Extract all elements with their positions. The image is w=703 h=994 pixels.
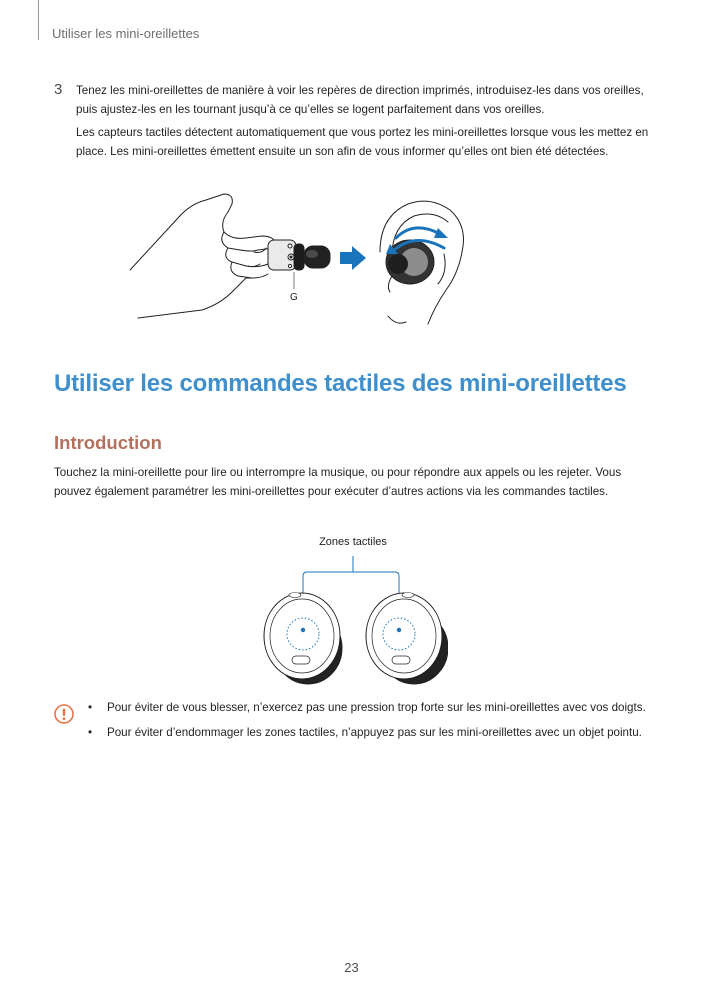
step-body [76,81,654,161]
touch-zones-illustration [258,550,448,690]
step-number: 3 [54,81,63,98]
left-earbud [264,593,342,685]
section-title: Utiliser les commandes tactiles des mini-oreillettes [54,370,627,397]
caution-icon [54,704,74,724]
page-number: 23 [344,960,359,975]
earbud-in-ear [386,240,434,284]
label-g: G [290,292,298,303]
hand-illustration [130,194,276,318]
caution-item [88,698,648,717]
insert-earbud-illustration [128,192,468,326]
bullet: • [88,701,93,714]
arrow-right-icon [340,246,366,270]
touch-zone-label: Zones tactiles [319,536,387,548]
bullet: • [88,726,93,739]
caution-item [88,723,648,742]
right-earbud [366,593,448,685]
step-3 [54,81,654,165]
step-paragraph-2: Les capteurs tactiles détectent automatiquement que vous portez les mini-oreillettes lorsque vous les mettez en place. Les mini-oreillettes émettent ensuite un son afin de vous informer qu’elles ont bien été détectées. [76,126,649,158]
step-paragraph-1: Tenez les mini-oreillettes de manière à voir les repères de direction imprimés, introduisez-les dans vos oreilles, puis ajustez-les en les tournant jusqu’à ce qu’elles se logent parfaitement dans vos oreilles. [76,84,644,116]
caution-text: Pour éviter de vous blesser, n’exercez pas une pression trop forte sur les mini-oreillettes avec vos doigts. [107,701,646,714]
intro-paragraph: Touchez la mini-oreillette pour lire ou interrompre la musique, ou pour répondre aux appels ou les rejeter. Vous pouvez également paramétrer les mini-oreillettes pour exécuter d’autres actions via les commandes tactiles. [54,466,622,498]
caution-text: Pour éviter d’endommager les zones tactiles, n’appuyez pas sur les mini-oreillettes avec un objet pointu. [107,726,642,739]
running-title: Utiliser les mini-oreillettes [52,26,200,41]
caution-list [88,698,648,748]
label-l: L [298,253,304,264]
section-subtitle: Introduction [54,432,162,453]
header-rule [38,0,39,40]
